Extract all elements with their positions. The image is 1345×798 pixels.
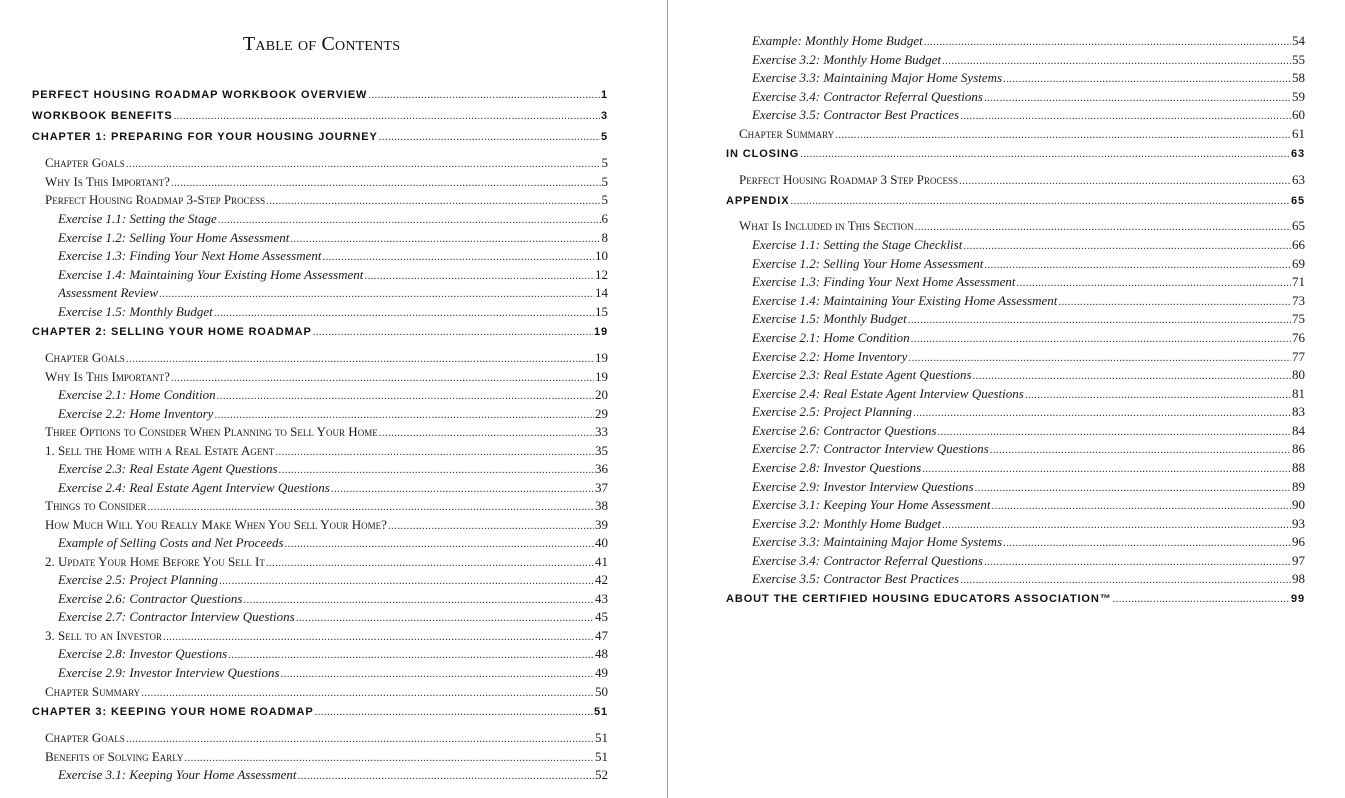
toc-entry[interactable] [45,554,608,570]
toc-entry-page-number: 35 [595,443,608,458]
toc-entry-page-number: 73 [1292,293,1305,308]
toc-entry-label: Exercise 2.4: Real Estate Agent Interview Questions [58,480,330,495]
toc-entry-page-number: 5 [601,155,608,170]
toc-entry[interactable] [752,423,1305,439]
toc-entry-label: Exercise 3.4: Contractor Referral Questions [752,553,983,568]
toc-entry-page-number: 14 [595,285,608,300]
toc-entry[interactable] [58,609,608,625]
toc-entry-label: Exercise 3.5: Contractor Best Practices [752,571,960,586]
toc-entry[interactable] [726,593,1305,606]
toc-entry-page-number: 80 [1292,367,1305,382]
toc-entry-label: Exercise 3.1: Keeping Your Home Assessment [752,497,991,512]
toc-entry-label: Perfect Housing Roadmap 3-Step Process [45,192,266,207]
toc-entry-page-number: 69 [1292,256,1305,271]
toc-entry-label: Exercise 2.8: Investor Questions [752,460,922,475]
toc-entry-label: CHAPTER 1: PREPARING FOR YOUR HOUSING JOURNEY [32,131,378,143]
toc-entry[interactable] [45,369,608,385]
toc-entry-page-number: 76 [1292,330,1305,345]
dot-leader [285,538,594,551]
dot-leader [174,110,600,123]
toc-entry-label: IN CLOSING [726,148,800,160]
toc-entry-label: Exercise 2.5: Project Planning [752,404,913,419]
toc-entry[interactable] [58,461,608,477]
dot-leader [147,501,594,514]
dot-leader [973,370,1291,383]
toc-entry-page-number: 97 [1292,553,1305,568]
dot-leader [790,195,1290,208]
toc-entry-label: Assessment Review [58,285,159,300]
toc-entry-page-number: 99 [1290,593,1305,605]
toc-entry-page-number: 58 [1292,70,1305,85]
dot-leader [835,129,1291,142]
dot-leader [1003,537,1291,550]
dot-leader [243,594,594,607]
toc-entry[interactable] [752,571,1305,587]
dot-leader [275,446,594,459]
toc-entry-page-number: 36 [595,461,608,476]
dot-leader [942,519,1291,532]
toc-entry-page-number: 49 [595,665,608,680]
page-divider [667,0,668,798]
dot-leader [963,240,1291,253]
toc-entry-label: 2. Update Your Home Before You Sell It [45,554,265,569]
dot-leader [331,483,594,496]
toc-entry[interactable] [752,460,1305,476]
toc-entry[interactable] [752,311,1305,327]
toc-entry[interactable] [752,479,1305,495]
dot-leader [937,426,1291,439]
toc-entry-page-number: 61 [1292,126,1305,141]
toc-entry[interactable] [58,304,608,320]
dot-leader [214,409,594,422]
toc-entry[interactable] [752,386,1305,402]
toc-entry-label: How Much Will You Really Make When You Sell Your Home? [45,517,387,532]
toc-entry-page-number: 42 [595,572,608,587]
toc-entry-label: Why Is This Important? [45,174,170,189]
toc-entry-label: Example of Selling Costs and Net Proceeds [58,535,284,550]
toc-entry-page-number: 51 [595,730,608,745]
toc-entry-page-number: 6 [601,211,608,226]
toc-entry[interactable] [726,195,1305,208]
toc-entry[interactable] [32,131,608,144]
toc-entry-label: Exercise 1.5: Monthly Budget [752,311,907,326]
toc-entry[interactable] [58,767,608,783]
dot-leader [279,464,594,477]
toc-entry-page-number: 54 [1292,33,1305,48]
toc-entry-label: Benefits of Solving Early [45,749,184,764]
toc-entry[interactable] [45,155,608,171]
toc-entry[interactable] [752,33,1305,49]
dot-leader [990,444,1291,457]
dot-leader [141,687,594,700]
toc-entry-page-number: 12 [595,267,608,282]
toc-entry-page-number: 48 [595,646,608,661]
toc-entry-page-number: 45 [595,609,608,624]
toc-entry[interactable] [58,230,608,246]
left-page [0,0,640,798]
toc-entry-label: Exercise 2.1: Home Condition [752,330,910,345]
toc-entry-label: Exercise 1.1: Setting the Stage Checklist [752,237,963,252]
dot-leader [218,214,601,227]
toc-entry-label: Exercise 2.2: Home Inventory [752,349,908,364]
toc-entry[interactable] [739,172,1305,188]
dot-leader [379,427,594,440]
toc-entry[interactable] [752,516,1305,532]
dot-leader [364,270,594,283]
toc-entry-label: Exercise 3.3: Maintaining Major Home Systems [752,534,1003,549]
toc-entry-page-number: 50 [595,684,608,699]
toc-entry-label: Chapter Summary [739,126,835,141]
toc-entry-label: Exercise 2.6: Contractor Questions [58,591,243,606]
dot-leader [1016,277,1291,290]
toc-entry[interactable] [58,480,608,496]
toc-entry-page-number: 19 [593,326,608,338]
toc-entry-label: Example: Monthly Home Budget [752,33,923,48]
dot-leader [171,177,601,190]
toc-entry-page-number: 20 [595,387,608,402]
dot-leader [163,631,594,644]
toc-entry-page-number: 55 [1292,52,1305,67]
dot-leader [266,557,594,570]
toc-entry-label: Three Options to Consider When Planning to Sell Your Home [45,424,378,439]
toc-entry[interactable] [58,211,608,227]
dot-leader [126,733,594,746]
dot-leader [281,668,594,681]
toc-entry-page-number: 1 [600,89,608,101]
toc-entry-page-number: 47 [595,628,608,643]
toc-entry-label: Chapter Goals [45,350,125,365]
dot-leader [915,221,1291,234]
toc-entry[interactable] [58,646,608,662]
toc-entry[interactable] [45,730,608,746]
dot-leader [313,326,593,339]
toc-entry[interactable] [752,293,1305,309]
toc-entry-page-number: 77 [1292,349,1305,364]
toc-entry[interactable] [752,89,1305,105]
toc-entry-label: Exercise 2.5: Project Planning [58,572,219,587]
toc-entry-page-number: 84 [1292,423,1305,438]
dot-leader [379,131,600,144]
dot-leader [960,574,1291,587]
dot-leader [800,148,1290,161]
dot-leader [1058,296,1291,309]
toc-entry-label: Exercise 2.1: Home Condition [58,387,216,402]
toc-entry-page-number: 19 [595,369,608,384]
toc-entry-page-number: 66 [1292,237,1305,252]
toc-entry[interactable] [45,443,608,459]
toc-entry-page-number: 63 [1292,172,1305,187]
toc-entry-page-number: 15 [595,304,608,319]
toc-entry-label: Exercise 3.4: Contractor Referral Questions [752,89,983,104]
toc-entry[interactable] [32,110,608,123]
toc-entry[interactable] [58,406,608,422]
toc-entry[interactable] [45,749,608,765]
toc-entry[interactable] [58,387,608,403]
toc-entry[interactable] [32,706,608,719]
toc-entry[interactable] [752,404,1305,420]
dot-leader [368,89,600,102]
dot-leader [217,390,594,403]
toc-entry-page-number: 83 [1292,404,1305,419]
toc-entry-page-number: 65 [1290,195,1305,207]
toc-entry-label: Exercise 3.1: Keeping Your Home Assessment [58,767,297,782]
toc-entry[interactable] [45,350,608,366]
dot-leader [322,251,594,264]
toc-entry-label: ABOUT THE CERTIFIED HOUSING EDUCATORS ASSOCIATION™ [726,593,1112,605]
toc-entry-label: Exercise 2.6: Contractor Questions [752,423,937,438]
toc-entry-label: 3. Sell to an Investor [45,628,162,643]
dot-leader [184,752,594,765]
dot-leader [315,706,593,719]
dot-leader [984,556,1291,569]
toc-entry-label: Exercise 2.7: Contractor Interview Questions [752,441,989,456]
toc-entry-label: 1. Sell the Home with a Real Estate Agent [45,443,275,458]
toc-entry-page-number: 5 [601,174,608,189]
toc-entry-label: Exercise 1.4: Maintaining Your Existing Home Assessment [58,267,364,282]
toc-entry[interactable] [752,349,1305,365]
toc-entry[interactable] [45,517,608,533]
dot-leader [984,92,1291,105]
toc-entry-page-number: 39 [595,517,608,532]
toc-entry-page-number: 60 [1292,107,1305,122]
toc-entry[interactable] [739,126,1305,142]
toc-entry[interactable] [45,498,608,514]
toc-entry-page-number: 75 [1292,311,1305,326]
dot-leader [975,482,1291,495]
toc-entry-page-number: 19 [595,350,608,365]
toc-entry[interactable] [58,665,608,681]
toc-entry[interactable] [58,572,608,588]
toc-entry-label: Exercise 1.3: Finding Your Next Home Assessment [58,248,322,263]
dot-leader [911,333,1291,346]
toc-entry-label: Exercise 2.4: Real Estate Agent Interview Questions [752,386,1024,401]
toc-entry-page-number: 59 [1292,89,1305,104]
toc-entry[interactable] [752,274,1305,290]
toc-entry-page-number: 33 [595,424,608,439]
dot-leader [922,463,1291,476]
toc-entry-label: WORKBOOK BENEFITS [32,110,173,122]
dot-leader [1113,593,1290,606]
toc-entry-page-number: 81 [1292,386,1305,401]
toc-entry-page-number: 51 [595,749,608,764]
toc-entry-page-number: 5 [601,192,608,207]
toc-entry-page-number: 10 [595,248,608,263]
toc-entry-label: Chapter Summary [45,684,141,699]
toc-entry-label: Exercise 2.3: Real Estate Agent Questions [58,461,278,476]
toc-entry-label: Chapter Goals [45,155,125,170]
toc-entry-page-number: 89 [1292,479,1305,494]
toc-entry-page-number: 29 [595,406,608,421]
dot-leader [219,575,594,588]
toc-entry-page-number: 38 [595,498,608,513]
toc-entry-label: Exercise 2.8: Investor Questions [58,646,228,661]
toc-entry[interactable] [32,326,608,339]
toc-entry-page-number: 5 [600,131,608,143]
dot-leader [388,520,594,533]
toc-entry[interactable] [45,684,608,700]
toc-entry-label: CHAPTER 3: KEEPING YOUR HOME ROADMAP [32,706,314,718]
toc-entry-page-number: 40 [595,535,608,550]
toc-entry[interactable] [58,248,608,264]
toc-entry-label: Exercise 2.9: Investor Interview Questions [58,665,280,680]
toc-entry-label: Exercise 1.5: Monthly Budget [58,304,213,319]
toc-entry-page-number: 71 [1292,274,1305,289]
toc-entry-page-number: 8 [601,230,608,245]
toc-entry-page-number: 43 [595,591,608,606]
toc-entry[interactable] [752,553,1305,569]
toc-entry[interactable] [58,535,608,551]
toc-entry-label: Exercise 1.4: Maintaining Your Existing Home Assessment [752,293,1058,308]
toc-entry-label: Exercise 2.3: Real Estate Agent Questions [752,367,972,382]
toc-entry-label: Exercise 3.5: Contractor Best Practices [752,107,960,122]
dot-leader [908,314,1291,327]
page-title: Table of Contents [243,33,401,55]
toc-entry-label: Exercise 2.7: Contractor Interview Questions [58,609,295,624]
toc-entry[interactable] [752,70,1305,86]
toc-entry-label: Exercise 2.9: Investor Interview Questions [752,479,974,494]
toc-entry-label: Why Is This Important? [45,369,170,384]
toc-entry-label: CHAPTER 2: SELLING YOUR HOME ROADMAP [32,326,312,338]
toc-entry-label: Exercise 1.3: Finding Your Next Home Assessment [752,274,1016,289]
toc-entry[interactable] [45,192,608,208]
toc-entry-label: Exercise 1.2: Selling Your Home Assessment [58,230,290,245]
toc-entry-label: What Is Included in This Section [739,218,914,233]
dot-leader [214,307,594,320]
toc-entry[interactable] [752,107,1305,123]
toc-entry-label: Exercise 3.3: Maintaining Major Home Systems [752,70,1003,85]
toc-entry-page-number: 88 [1292,460,1305,475]
dot-leader [984,259,1291,272]
dot-leader [298,770,594,783]
toc-entry[interactable] [58,285,608,301]
dot-leader [126,158,601,171]
toc-entry-page-number: 90 [1292,497,1305,512]
toc-entry-page-number: 96 [1292,534,1305,549]
dot-leader [1025,389,1291,402]
toc-entry-label: PERFECT HOUSING ROADMAP WORKBOOK OVERVIEW [32,89,368,101]
dot-leader [913,407,1291,420]
toc-entry-label: Exercise 3.2: Monthly Home Budget [752,516,942,531]
toc-entry-page-number: 65 [1292,218,1305,233]
toc-entry[interactable] [752,497,1305,513]
toc-entry[interactable] [752,534,1305,550]
toc-entry-page-number: 37 [595,480,608,495]
toc-entry[interactable] [752,330,1305,346]
dot-leader [228,649,594,662]
toc-entry[interactable] [45,424,608,440]
toc-entry-label: Exercise 1.2: Selling Your Home Assessment [752,256,984,271]
toc-entry-page-number: 41 [595,554,608,569]
toc-entry-page-number: 63 [1290,148,1305,160]
dot-leader [959,175,1291,188]
toc-entry[interactable] [739,218,1305,234]
toc-entry-label: Exercise 2.2: Home Inventory [58,406,214,421]
toc-entry[interactable] [752,52,1305,68]
toc-entry-label: Exercise 1.1: Setting the Stage [58,211,217,226]
toc-entry-label: Exercise 3.2: Monthly Home Budget [752,52,942,67]
toc-entry-page-number: 86 [1292,441,1305,456]
dot-leader [992,500,1291,513]
toc-entry-page-number: 3 [600,110,608,122]
toc-entry-page-number: 93 [1292,516,1305,531]
toc-entry[interactable] [752,237,1305,253]
toc-entry-label: Things to Consider [45,498,147,513]
toc-entry-page-number: 98 [1292,571,1305,586]
dot-leader [266,195,600,208]
toc-entry[interactable] [752,256,1305,272]
toc-entry[interactable] [58,267,608,283]
dot-leader [942,55,1291,68]
dot-leader [924,36,1291,49]
toc-entry-page-number: 51 [593,706,608,718]
toc-entry[interactable] [752,367,1305,383]
dot-leader [960,110,1291,123]
toc-entry[interactable] [726,148,1305,161]
toc-entry-label: APPENDIX [726,195,790,207]
toc-entry[interactable] [752,441,1305,457]
dot-leader [159,288,594,301]
dot-leader [1003,73,1291,86]
toc-entry[interactable] [45,174,608,190]
toc-entry[interactable] [45,628,608,644]
dot-leader [290,233,600,246]
right-page [698,0,1345,798]
toc-entry-page-number: 52 [595,767,608,782]
toc-entry[interactable] [58,591,608,607]
dot-leader [296,612,594,625]
toc-entry-label: Chapter Goals [45,730,125,745]
toc-entry[interactable] [32,89,608,102]
dot-leader [908,352,1291,365]
dot-leader [171,372,594,385]
dot-leader [126,353,594,366]
toc-entry-label: Perfect Housing Roadmap 3 Step Process [739,172,959,187]
